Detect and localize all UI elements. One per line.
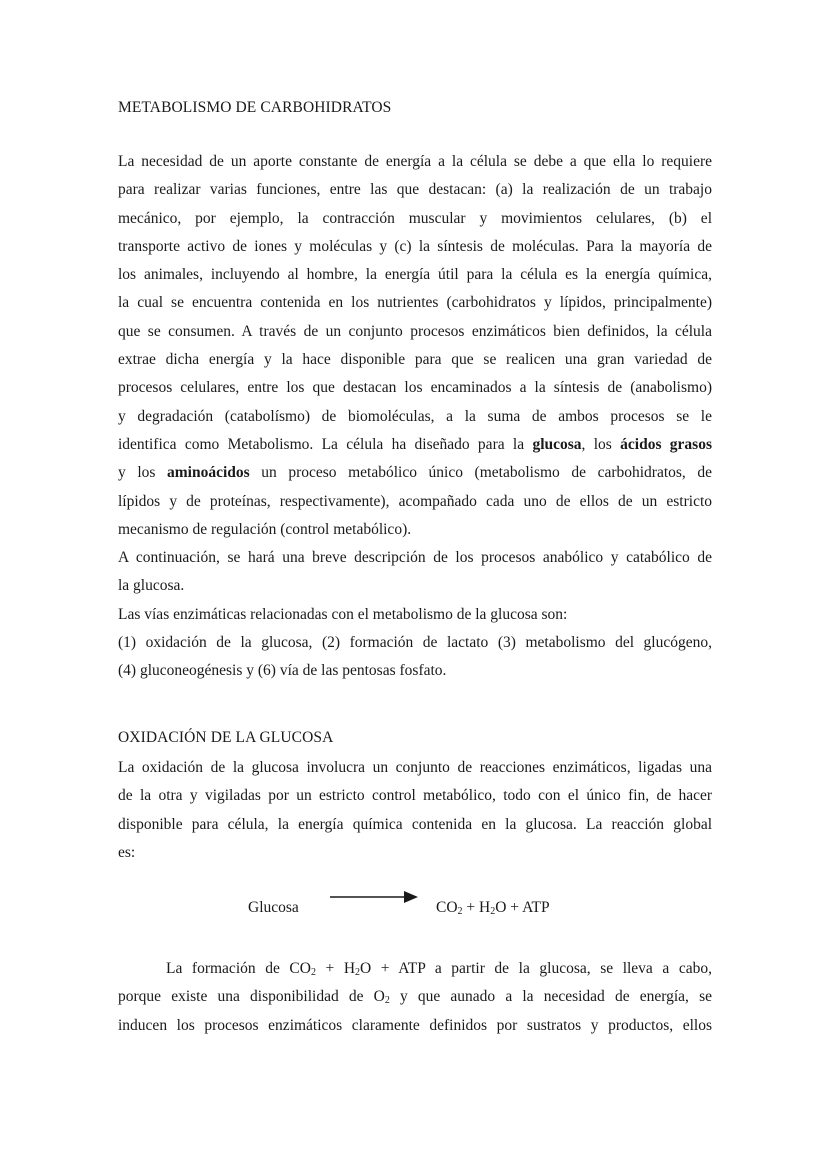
text-line: La oxidación de la glucosa involucra un conjunto de reacciones enzimáticos, ligadas una <box>118 759 712 776</box>
text-line: de la otra y vigiladas por un estricto control metabólico, todo con el único fin, de hacer <box>118 787 712 805</box>
equation-reactant: Glucosa <box>248 899 299 916</box>
text-line: inducen los procesos enzimáticos claramente definidos por sustratos y productos, ellos <box>118 1016 712 1034</box>
text-run: y los <box>118 464 167 482</box>
text-run: porque existe una disponibilidad de O <box>118 988 385 1006</box>
subscript: 2 <box>355 967 361 978</box>
text-line: Las vías enzimáticas relacionadas con el metabolismo de la glucosa son: <box>118 605 568 623</box>
text-run: CO <box>436 899 458 916</box>
subscript: 2 <box>490 906 496 917</box>
text-line: es: <box>118 843 136 861</box>
text-run: O + ATP <box>495 899 550 916</box>
text-line: para realizar varias funciones, entre las que destacan: (a) la realización de un trabajo <box>118 181 712 199</box>
subscript: 2 <box>384 995 390 1007</box>
equation-products <box>436 899 550 917</box>
text-line: procesos celulares, entre los que destacan los encaminados a la síntesis de (anabolismo) <box>118 379 712 397</box>
section-title: OXIDACIÓN DE LA GLUCOSA <box>118 729 334 746</box>
oxidation-paragraph <box>118 754 712 867</box>
text-line <box>118 955 712 983</box>
text-line: la glucosa. <box>118 577 185 595</box>
bold-term-acidos-grasos: ácidos grasos <box>620 435 712 453</box>
text-line: transporte activo de iones y moléculas y (c) la síntesis de moléculas. Para la mayoría de <box>118 237 712 255</box>
text-line: (1) oxidación de la glucosa, (2) formación de lactato (3) metabolismo del glucógeno, <box>118 634 712 652</box>
text-line: mecanismo de regulación (control metabólico). <box>118 520 412 538</box>
text-run: O + ATP a partir de la glucosa, se lleva a cabo, <box>360 960 712 977</box>
text-run: y que aunado a la necesidad de energía, se <box>389 988 712 1006</box>
text-run: + H <box>315 960 356 977</box>
reaction-arrow-icon <box>330 890 420 904</box>
text-line: extrae dicha energía y la hace disponible para que se realicen una gran variedad de <box>118 351 712 369</box>
text-run: + H <box>462 899 491 916</box>
bold-term-aminoacidos: aminoácidos <box>167 464 250 482</box>
text-line: lípidos y de proteínas, respectivamente), acompañado cada uno de ellos de un estricto <box>118 492 712 510</box>
page-title: METABOLISMO DE CARBOHIDRATOS <box>118 99 392 116</box>
text-line: (4) gluconeogénesis y (6) vía de las pentosas fosfato. <box>118 662 447 680</box>
text-line <box>118 459 712 487</box>
text-line <box>118 983 712 1011</box>
text-line: disponible para célula, la energía química contenida en la glucosa. La reacción global <box>118 815 712 833</box>
text-line <box>118 431 712 459</box>
text-run: La formación de CO <box>166 960 311 977</box>
text-run: , los <box>581 435 621 453</box>
formation-paragraph <box>118 955 712 1040</box>
subscript: 2 <box>457 906 463 917</box>
text-line: y degradación (catabolísmo) de biomoléculas, a la suma de ambos procesos se le <box>118 407 712 425</box>
text-line: mecánico, por ejemplo, la contracción muscular y movimientos celulares, (b) el <box>118 209 712 227</box>
text-line: los animales, incluyendo al hombre, la energía útil para la célula es la energía química, <box>118 266 712 284</box>
text-run: un proceso metabólico único (metabolismo de carbohidratos, de <box>249 464 713 482</box>
text-line: que se consumen. A través de un conjunto procesos enzimáticos bien definidos, la célula <box>118 322 712 340</box>
bold-term-glucosa: glucosa <box>532 435 582 453</box>
text-run: identifica como Metabolismo. La célula ha diseñado para la <box>118 435 533 453</box>
text-line: La necesidad de un aporte constante de energía a la célula se debe a que ella lo requiere <box>118 153 712 170</box>
text-line: A continuación, se hará una breve descripción de los procesos anabólico y catabólico de <box>118 549 712 567</box>
text-line: la cual se encuentra contenida en los nutrientes (carbohidratos y lípidos, principalmente) <box>118 294 712 312</box>
subscript: 2 <box>310 967 316 978</box>
intro-paragraph <box>118 148 712 686</box>
